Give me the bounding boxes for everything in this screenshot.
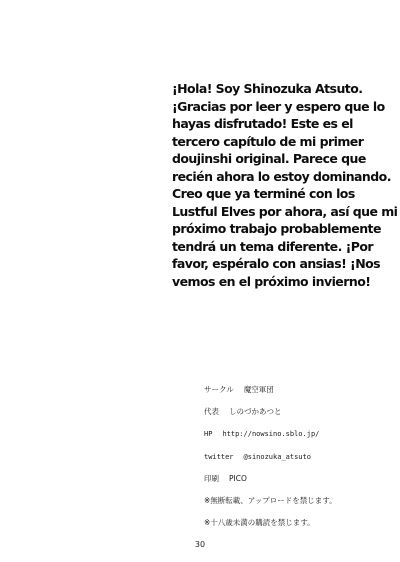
circle-value: 魔空軍団 (243, 385, 274, 394)
colophon-circle (204, 385, 394, 395)
afterword-line: Lustful Elves por ahora, así que mi (172, 203, 398, 219)
hp-url: http://nowsino.sblo.jp/ (222, 430, 320, 439)
circle-label: サークル (204, 385, 234, 394)
colophon-homepage (204, 429, 394, 439)
colophon-printer (204, 474, 394, 484)
colophon (204, 385, 394, 528)
twitter-handle: @sinozuka_atsuto (243, 452, 311, 461)
printer-value: PICO (229, 473, 247, 483)
afterword-line: recién ahora lo estoy dominando. (172, 168, 391, 184)
colophon-representative (204, 407, 394, 417)
printer-label: 印刷 (204, 473, 219, 483)
afterword-line: Creo que ya terminé con los (172, 186, 355, 201)
colophon-twitter (204, 452, 394, 462)
notice-no-reprint: ※無断転載、アップロードを禁じます。 (204, 495, 337, 505)
afterword-line: ¡Gracias por leer y espero que lo (172, 98, 385, 114)
afterword-line: tendrá un tema diferente. ¡Por (172, 238, 374, 254)
afterword-line: próximo trabajo probablemente (172, 221, 381, 236)
afterword-line: ¡Hola! Soy Shinozuka Atsuto. (172, 81, 363, 96)
afterword-line: hayas disfrutado! Este es el (172, 116, 353, 131)
page-number: 30 (194, 540, 206, 549)
hp-label: HP (204, 430, 213, 439)
afterword-line: tercero capítulo de mi primer (172, 133, 364, 149)
afterword-line: favor, espéralo con ansias! ¡Nos (172, 256, 381, 271)
afterword-line: vemos en el próximo invierno! (172, 273, 371, 289)
representative-label: 代表 (204, 407, 219, 417)
representative-value: しのづかあつと (229, 407, 282, 417)
notice-age-restriction: ※十八歳未満の購読を禁じます。 (204, 518, 315, 528)
twitter-label: twitter (204, 452, 234, 461)
afterword-line: doujinshi original. Parece que (172, 151, 366, 166)
afterword-message (172, 80, 398, 290)
